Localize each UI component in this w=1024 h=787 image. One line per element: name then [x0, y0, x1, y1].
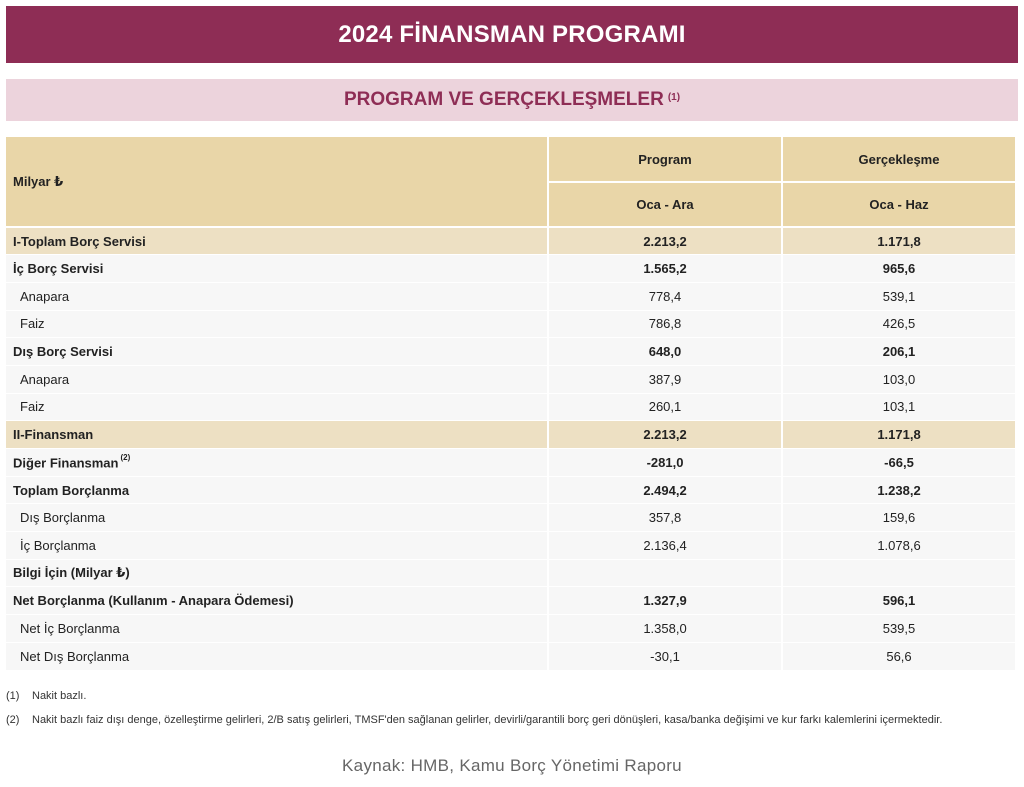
row-label: Dış Borçlanma — [6, 504, 548, 532]
program-value: -30,1 — [548, 642, 782, 670]
table-row — [6, 227, 1016, 255]
table-row — [6, 449, 1016, 477]
table-row — [6, 504, 1016, 532]
row-label: Anapara — [6, 282, 548, 310]
footnote-number: (2) — [6, 714, 20, 726]
row-label: Toplam Borçlanma — [6, 476, 548, 504]
table-row — [6, 365, 1016, 393]
actual-period-header: Oca - Haz — [782, 182, 1016, 227]
actual-value: -66,5 — [782, 449, 1016, 477]
row-label: I-Toplam Borç Servisi — [6, 227, 548, 255]
table-row — [6, 532, 1016, 560]
actual-value: 1.238,2 — [782, 476, 1016, 504]
program-value: 1.565,2 — [548, 255, 782, 283]
footnotes — [6, 684, 1018, 732]
table-row — [6, 338, 1016, 366]
source-caption: Kaynak: HMB, Kamu Borç Yönetimi Raporu — [342, 756, 682, 775]
page-title: 2024 FİNANSMAN PROGRAMI — [6, 6, 1018, 63]
row-label: Faiz — [6, 393, 548, 421]
program-value: 778,4 — [548, 282, 782, 310]
section-subtitle — [6, 79, 1018, 121]
row-label: Anapara — [6, 365, 548, 393]
row-label: İç Borç Servisi — [6, 255, 548, 283]
program-value: 1.327,9 — [548, 587, 782, 615]
actual-value: 56,6 — [782, 642, 1016, 670]
row-label: Bilgi İçin (Milyar ₺) — [6, 559, 548, 587]
actual-value: 206,1 — [782, 338, 1016, 366]
row-label — [6, 449, 548, 477]
actual-value: 539,1 — [782, 282, 1016, 310]
subtitle-text: PROGRAM VE GERÇEKLEŞMELER — [343, 89, 664, 110]
program-header: Program — [548, 137, 782, 182]
row-label-text: Diğer Finansman — [13, 455, 119, 470]
row-label: Net Borçlanma (Kullanım - Anapara Ödemesi) — [6, 587, 548, 615]
program-value: 1.358,0 — [548, 615, 782, 643]
actual-value: 1.171,8 — [782, 227, 1016, 255]
row-label: Net İç Borçlanma — [6, 615, 548, 643]
row-label: Net Dış Borçlanma — [6, 642, 548, 670]
table-row — [6, 615, 1016, 643]
footnote-text: Nakit bazlı. — [32, 690, 87, 702]
actual-value: 539,5 — [782, 615, 1016, 643]
program-value: 786,8 — [548, 310, 782, 338]
unit-header: Milyar ₺ — [6, 137, 548, 227]
footnote-text: Nakit bazlı faiz dışı denge, özelleştirme gelirleri, 2/B satış gelirleri, TMSF'den sağlanan gelirler, devirli/garantili borç geri dönüşleri, kasa/banka değişimi ve kur farkı kalemlerini içermektedir. — [32, 714, 943, 726]
program-value: 357,8 — [548, 504, 782, 532]
actual-value: 1.078,6 — [782, 532, 1016, 560]
table-row — [6, 642, 1016, 670]
row-label: II-Finansman — [6, 421, 548, 449]
program-value: 260,1 — [548, 393, 782, 421]
actual-value — [782, 559, 1016, 587]
program-period-header: Oca - Ara — [548, 182, 782, 227]
row-label: Faiz — [6, 310, 548, 338]
table-row — [6, 476, 1016, 504]
row-label: Dış Borç Servisi — [6, 338, 548, 366]
row-label: İç Borçlanma — [6, 532, 548, 560]
table-row — [6, 559, 1016, 587]
program-value: 2.136,4 — [548, 532, 782, 560]
footnote-ref: (2) — [120, 452, 131, 462]
actual-value: 426,5 — [782, 310, 1016, 338]
actual-value: 965,6 — [782, 255, 1016, 283]
table-row — [6, 421, 1016, 449]
footnote — [6, 708, 1018, 732]
actual-value: 1.171,8 — [782, 421, 1016, 449]
table-row — [6, 255, 1016, 283]
actual-value: 596,1 — [782, 587, 1016, 615]
program-value: 387,9 — [548, 365, 782, 393]
program-value: 648,0 — [548, 338, 782, 366]
program-value — [548, 559, 782, 587]
subtitle-footnote-ref: (1) — [667, 91, 681, 103]
table-row — [6, 393, 1016, 421]
table-row — [6, 587, 1016, 615]
actual-value: 103,1 — [782, 393, 1016, 421]
footnote-number: (1) — [6, 690, 20, 702]
actual-value: 159,6 — [782, 504, 1016, 532]
actual-value: 103,0 — [782, 365, 1016, 393]
footnote — [6, 684, 1018, 708]
program-value: 2.494,2 — [548, 476, 782, 504]
program-value: 2.213,2 — [548, 421, 782, 449]
program-value: 2.213,2 — [548, 227, 782, 255]
actual-header: Gerçekleşme — [782, 137, 1016, 182]
program-value: -281,0 — [548, 449, 782, 477]
table-row — [6, 282, 1016, 310]
financing-table — [6, 137, 1017, 671]
table-row — [6, 310, 1016, 338]
